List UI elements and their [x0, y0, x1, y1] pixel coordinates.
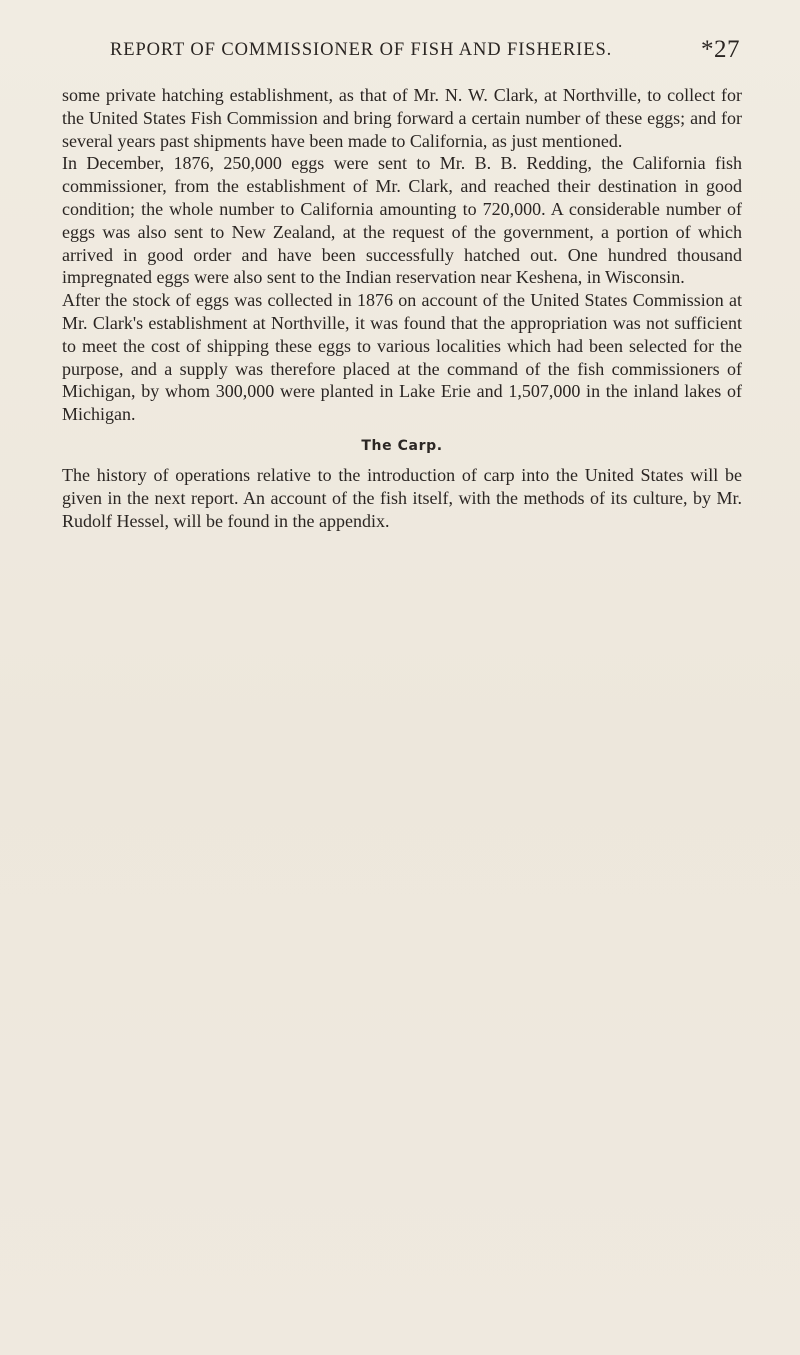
- paragraph-stock-of-eggs: After the stock of eggs was collected in 1876 on account of the United States Commission at Mr. Clark's establishment at Northville, it was found that the appropriation was not sufficient to meet the cost of shipping these eggs to various localities which had been selected for the purpose, and a supply was therefore placed at the command of the fish commissioners of Michigan, by whom 300,000 were planted in Lake Erie and 1,507,000 in the inland lakes of Michigan.: [62, 290, 742, 425]
- paragraph-continuation: some private hatching establishment, as that of Mr. N. W. Clark, at Northville, to collect for the United States Fish Commission and bring forward a certain number of these eggs; and for several years past shipments have been made to California, as just mentioned.: [62, 85, 742, 151]
- page-number: *27: [701, 36, 740, 63]
- paragraph-carp: The history of operations relative to the introduction of carp into the United States will be given in the next report. An account of the fish itself, with the methods of its culture, by Mr. Rudolf Hessel, will be found in the appendix.: [62, 464, 742, 531]
- running-header: [110, 36, 740, 66]
- body-text: [62, 84, 742, 532]
- paragraph-december-1876: In December, 1876, 250,000 eggs were sent to Mr. B. B. Redding, the California fish commissioner, from the establishment of Mr. Clark, and reached their destination in good condition; the whole number to California amounting to 720,000. A considerable number of eggs was also sent to New Zealand, at the request of the government, a portion of which arrived in good order and have been successfully hatched out. One hundred thousand impregnated eggs were also sent to the Indian reservation near Keshena, in Wisconsin.: [62, 153, 742, 288]
- header-title: REPORT OF COMMISSIONER OF FISH AND FISHERIES.: [110, 40, 613, 60]
- section-heading-carp: The Carp.: [361, 437, 443, 454]
